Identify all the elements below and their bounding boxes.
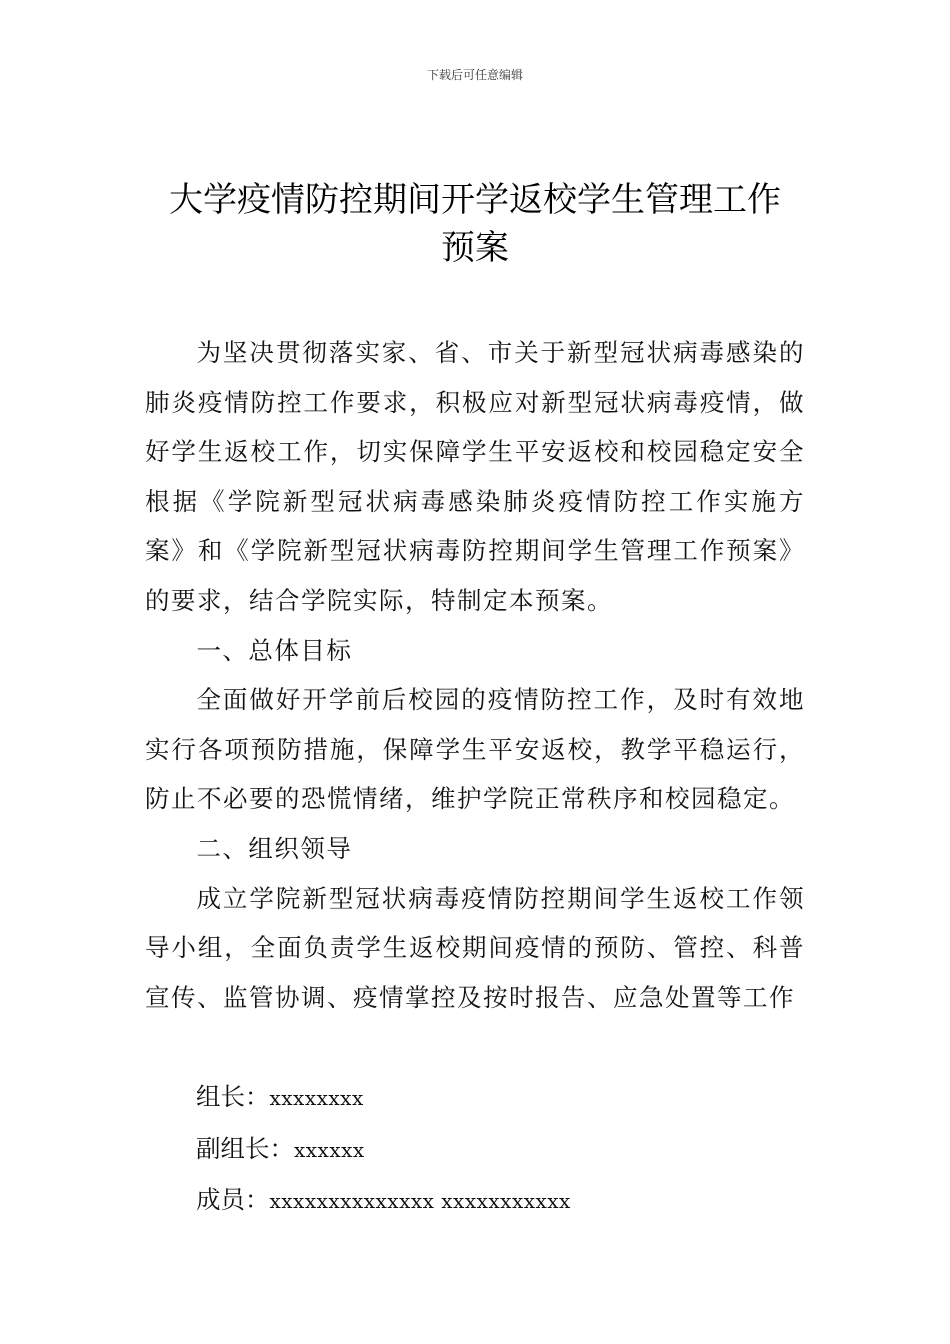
goals-paragraph: 全面做好开学前后校园的疫情防控工作，及时有效地实行各项预防措施，保障学生平安返校，教学平稳运行，防止不必要的恐慌情绪，维护学院正常秩序和校园稳定。	[145, 685, 805, 814]
member-list	[196, 1072, 806, 1227]
header-note: 下载后可任意编辑	[426, 68, 523, 82]
intro-paragraph: 为坚决贯彻落实家、省、市关于新型冠状病毒感染的肺炎疫情防控工作要求，积极应对新型冠状病毒疫情，做好学生返校工作，切实保障学生平安返校和校园稳定安全根据《学院新型冠状病毒感染肺炎疫情防控工作实施方案》和《学院新型冠状病毒防控期间学生管理工作预案》的要求，结合学院实际，特制定本预案。	[145, 338, 805, 615]
leader-row	[196, 1072, 806, 1124]
document-body	[145, 328, 805, 1022]
section-heading-organization: 二、组织领导	[196, 833, 353, 863]
staff-value: xxxxxxxxxxxxxx xxxxxxxxxxx	[269, 1189, 571, 1214]
title-line-1: 大学疫情防控期间开学返校学生管理工作	[169, 180, 781, 220]
staff-row	[196, 1175, 806, 1227]
leader-label: 组长：	[196, 1082, 270, 1111]
staff-label: 成员：	[196, 1185, 270, 1215]
organization-paragraph: 成立学院新型冠状病毒疫情防控期间学生返校工作领导小组，全面负责学生返校期间疫情的预防、管控、科普宣传、监管协调、疫情掌控及按时报告、应急处置等工作	[145, 883, 805, 1012]
document-title	[145, 176, 805, 272]
deputy-label: 副组长：	[196, 1133, 294, 1163]
deputy-value: xxxxxx	[294, 1137, 365, 1162]
leader-value: xxxxxxxx	[269, 1086, 364, 1110]
deputy-row	[196, 1124, 806, 1176]
title-line-2: 预案	[441, 228, 509, 268]
section-heading-goals: 一、总体目标	[196, 635, 353, 665]
